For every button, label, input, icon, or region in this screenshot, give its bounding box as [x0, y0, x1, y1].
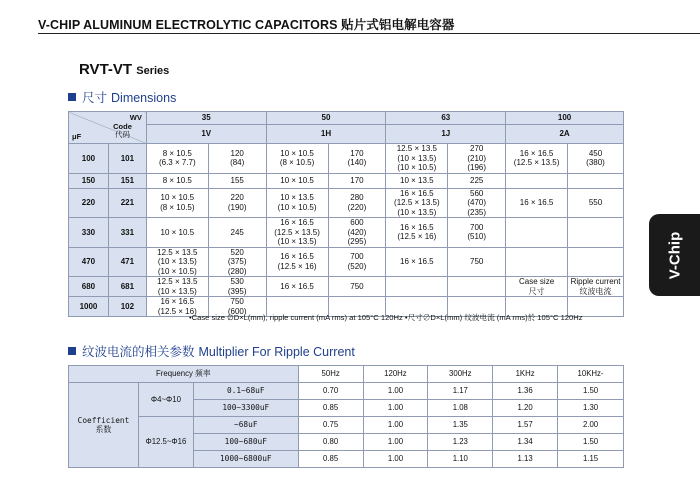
capacitance-range: 0.1~68uF [193, 383, 298, 400]
case-size-cell: 10 × 10.5 (8 × 10.5) [146, 188, 208, 218]
case-size-cell: 16 × 16.5 [386, 247, 448, 277]
ripple-row [69, 417, 624, 434]
capacitance-range: ~68uF [193, 417, 298, 434]
ripple-current-cell: 170 [328, 173, 386, 188]
capacitance-cell: 100 [69, 144, 109, 174]
capacitance-cell: 1000 [69, 297, 109, 317]
v-chip-side-tab [649, 214, 700, 296]
multiplier-value: 1.35 [428, 417, 493, 434]
voltage-header: 50 [266, 112, 386, 125]
dim-row [69, 247, 624, 277]
series-name: RVT-VT [79, 61, 133, 78]
multiplier-value: 1.34 [493, 434, 558, 451]
ripple-current-cell: 225 [448, 173, 506, 188]
ripple-header-row [69, 366, 624, 383]
series-suffix: Series [136, 65, 170, 77]
case-size-cell: 12.5 × 13.5 (10 × 13.5) [146, 277, 208, 297]
capacitance-cell: 150 [69, 173, 109, 188]
multiplier-value: 1.00 [363, 434, 428, 451]
voltage-code-header: 2A [506, 125, 624, 144]
multiplier-value: 1.15 [558, 451, 624, 468]
section-square-icon [68, 347, 76, 355]
code-label: Code 代码 [113, 122, 132, 139]
code-cell: 331 [108, 218, 146, 248]
ripple-heading [68, 342, 355, 360]
ripple-row [69, 383, 624, 400]
multiplier-value: 1.50 [558, 383, 624, 400]
case-size-cell: 10 × 10.5 (8 × 10.5) [266, 144, 328, 174]
page-header [38, 11, 700, 34]
ripple-current-cell: 450 (380) [568, 144, 624, 174]
frequency-header: 120Hz [363, 366, 428, 383]
empty-cell [386, 277, 448, 297]
ripple-current-cell: 700 (510) [448, 218, 506, 248]
dim-header-code-row [69, 125, 624, 144]
dimensions-table [68, 111, 624, 317]
voltage-code-header: 1V [146, 125, 266, 144]
ripple-current-cell: 245 [208, 218, 266, 248]
empty-cell [506, 247, 568, 277]
empty-cell [568, 247, 624, 277]
frequency-header: 1KHz [493, 366, 558, 383]
multiplier-value: 1.17 [428, 383, 493, 400]
code-cell: 471 [108, 247, 146, 277]
code-cell: 151 [108, 173, 146, 188]
case-size-cell: 16 × 16.5 (12.5 × 16) [266, 247, 328, 277]
ripple-current-cell: 700 (520) [328, 247, 386, 277]
ripple-heading-cn: 纹波电流的相关参数 [82, 345, 195, 359]
multiplier-value: 1.00 [363, 400, 428, 417]
multiplier-value: 1.57 [493, 417, 558, 434]
multiplier-value: 0.85 [298, 400, 363, 417]
ripple-current-cell: 560 (470) (235) [448, 188, 506, 218]
multiplier-value: 1.10 [428, 451, 493, 468]
ripple-current-cell: 270 (210) (196) [448, 144, 506, 174]
capacitance-range: 100~3300uF [193, 400, 298, 417]
empty-cell [568, 218, 624, 248]
code-cell: 101 [108, 144, 146, 174]
case-size-cell: 16 × 16.5 [266, 277, 328, 297]
case-size-cell: 16 × 16.5 (12.5 × 13.5) [506, 144, 568, 174]
case-size-cell: 16 × 16.5 (12.5 × 13.5) (10 × 13.5) [266, 218, 328, 248]
ripple-current-cell: 170 (140) [328, 144, 386, 174]
ripple-heading-en: Multiplier For Ripple Current [198, 345, 355, 359]
case-size-cell: 16 × 16.5 [506, 188, 568, 218]
ripple-current-cell: 120 (84) [208, 144, 266, 174]
voltage-code-header: 1J [386, 125, 506, 144]
page-title: V-CHIP ALUMINUM ELECTROLYTIC CAPACITORS 贴片式铝电解电容器 [38, 18, 455, 32]
case-size-cell: 10 × 10.5 [146, 218, 208, 248]
multiplier-value: 1.50 [558, 434, 624, 451]
empty-cell [506, 218, 568, 248]
empty-cell [568, 173, 624, 188]
ripple-current-cell: 550 [568, 188, 624, 218]
dimensions-heading [68, 88, 176, 106]
ripple-current-cell: 600 (420) (295) [328, 218, 386, 248]
dimensions-heading-en: Dimensions [111, 91, 177, 105]
case-size-cell: 16 × 16.5 (12.5 × 13.5) (10 × 13.5) [386, 188, 448, 218]
diameter-range: Φ4~Φ10 [138, 383, 193, 417]
multiplier-value: 1.08 [428, 400, 493, 417]
multiplier-value: 2.00 [558, 417, 624, 434]
legend-case-size: Case size 尺寸 [506, 277, 568, 297]
capacitance-range: 100~680uF [193, 434, 298, 451]
dim-row [69, 144, 624, 174]
case-size-cell: 16 × 16.5 (12.5 × 16) [146, 297, 208, 317]
case-size-cell: 10 × 10.5 [266, 173, 328, 188]
voltage-code-header: 1H [266, 125, 386, 144]
dimensions-note: •Case size ∅D×L(mm), ripple current (mA rms) at 105°C 120Hz •尺寸∅D×L(mm) 纹波电流 (mA rms)於 105°C 120Hz [189, 313, 583, 322]
diameter-range: Φ12.5~Φ16 [138, 417, 193, 468]
case-size-cell: 10 × 13.5 (10 × 10.5) [266, 188, 328, 218]
frequency-header: 300Hz [428, 366, 493, 383]
multiplier-value: 1.36 [493, 383, 558, 400]
ripple-current-cell: 220 (190) [208, 188, 266, 218]
voltage-header: 100 [506, 112, 624, 125]
dim-row [69, 173, 624, 188]
multiplier-value: 1.00 [363, 451, 428, 468]
capacitance-cell: 470 [69, 247, 109, 277]
series-title [79, 61, 169, 78]
ripple-current-cell: 280 (220) [328, 188, 386, 218]
dim-row [69, 188, 624, 218]
capacitance-range: 1000~6800uF [193, 451, 298, 468]
frequency-header: 10KHz- [558, 366, 624, 383]
frequency-label: Frequency 频率 [69, 366, 299, 383]
empty-cell [448, 277, 506, 297]
empty-cell [506, 173, 568, 188]
dim-header-voltage-row [69, 112, 624, 125]
ripple-current-cell: 750 [448, 247, 506, 277]
ripple-current-cell: 520 (375) (280) [208, 247, 266, 277]
voltage-header: 63 [386, 112, 506, 125]
capacitance-cell: 330 [69, 218, 109, 248]
ripple-current-cell: 750 (600) [208, 297, 266, 317]
multiplier-value: 1.00 [363, 417, 428, 434]
wv-label: WV [129, 113, 142, 122]
side-tab-label: V-Chip [666, 231, 683, 279]
case-size-cell: 12.5 × 13.5 (10 × 13.5) (10 × 10.5) [146, 247, 208, 277]
voltage-header: 35 [146, 112, 266, 125]
multiplier-value: 1.23 [428, 434, 493, 451]
multiplier-value: 1.20 [493, 400, 558, 417]
case-size-cell: 16 × 16.5 (12.5 × 16) [386, 218, 448, 248]
case-size-cell: 8 × 10.5 (6.3 × 7.7) [146, 144, 208, 174]
multiplier-value: 1.00 [363, 383, 428, 400]
code-cell: 102 [108, 297, 146, 317]
code-cell: 681 [108, 277, 146, 297]
ripple-current-cell: 155 [208, 173, 266, 188]
dim-row [69, 218, 624, 248]
case-size-cell: 8 × 10.5 [146, 173, 208, 188]
ripple-current-cell: 530 (395) [208, 277, 266, 297]
multiplier-value: 0.70 [298, 383, 363, 400]
ripple-table [68, 365, 624, 468]
legend-ripple-current: Ripple current 纹波电流 [568, 277, 624, 297]
uf-label: μF [72, 131, 82, 141]
multiplier-value: 0.85 [298, 451, 363, 468]
multiplier-value: 1.30 [558, 400, 624, 417]
ripple-current-cell: 750 [328, 277, 386, 297]
dim-corner-cell [69, 112, 147, 144]
dimensions-heading-cn: 尺寸 [82, 91, 108, 105]
multiplier-value: 1.13 [493, 451, 558, 468]
frequency-header: 50Hz [298, 366, 363, 383]
multiplier-value: 0.75 [298, 417, 363, 434]
code-cell: 221 [108, 188, 146, 218]
capacitance-cell: 220 [69, 188, 109, 218]
capacitance-cell: 680 [69, 277, 109, 297]
case-size-cell: 10 × 13.5 [386, 173, 448, 188]
multiplier-value: 0.80 [298, 434, 363, 451]
section-square-icon [68, 93, 76, 101]
dim-row [69, 277, 624, 297]
case-size-cell: 12.5 × 13.5 (10 × 13.5) (10 × 10.5) [386, 144, 448, 174]
coefficient-label: Coefficient 系数 [69, 383, 139, 468]
